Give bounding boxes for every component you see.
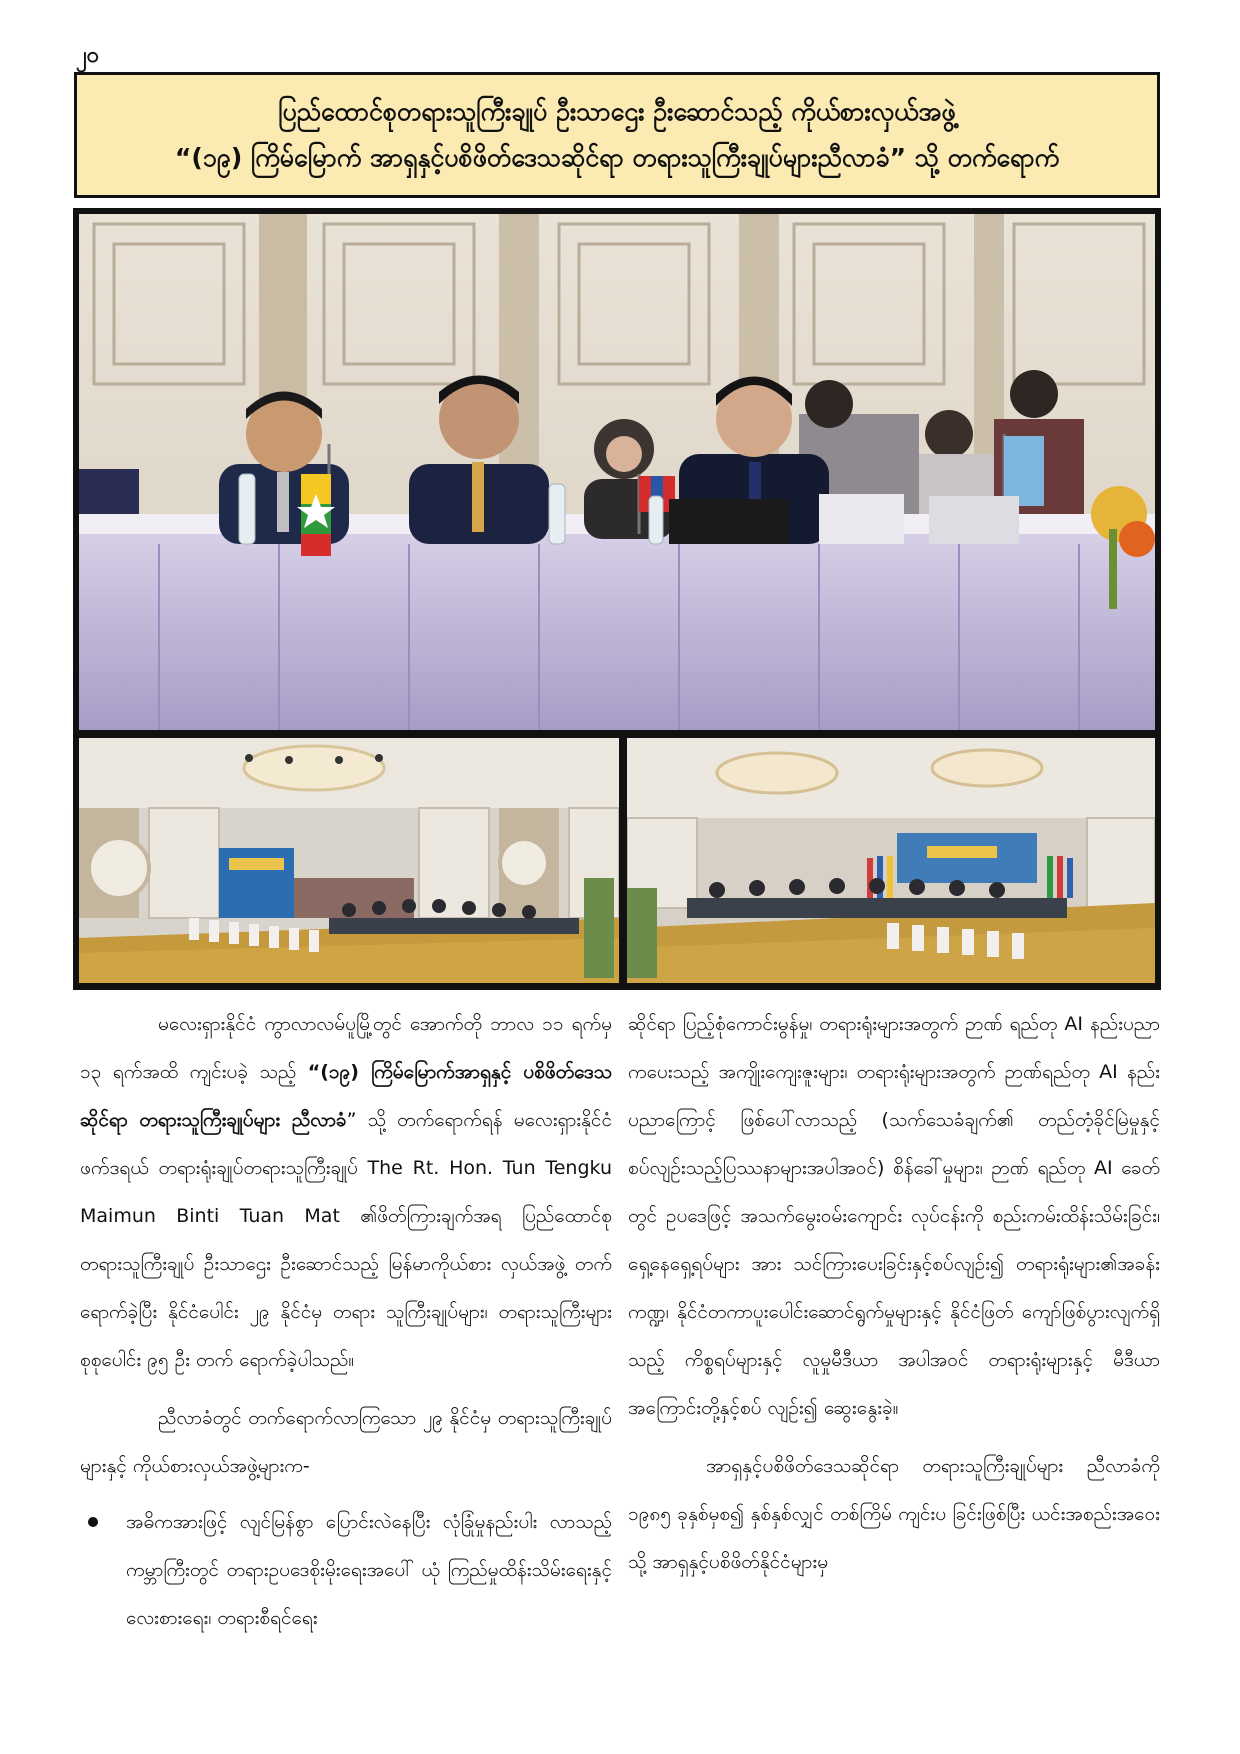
conference-name-bold: “(၁၉) ကြိမ်မြောက်အာရှနှင့် ပစိဖိတ်ဒေသဆိုင်ရာ တရားသူကြီးချုပ်များ ညီလာခံ: [80, 1061, 612, 1131]
article-column-left: [80, 1000, 612, 1642]
headline-line-1: ပြည်ထောင်စုတရားသူကြီးချုပ် ဦးသာဌေး ဦးဆောင်သည့် ကိုယ်စားလှယ်အဖွဲ့: [278, 97, 956, 126]
article-paragraph-3: ဆိုင်ရာ ပြည့်စုံကောင်းမွန်မှု၊ တရားရုံးများအတွက် ဉာဏ် ရည်တု AI နည်းပညာကပေးသည့် အကျိုးကျေးဇူးများ၊ တရားရုံးများအတွက် ဉာဏ်ရည်တု AI နည်းပညာကြောင့် ဖြစ်ပေါ်လာသည့် (သက်သေခံချက်၏ တည်တံ့ခိုင်မြဲမှုနှင့် စပ်လျဉ်းသည့်ပြဿနာများအပါအဝင်) စိန်ခေါ်မှုများ၊ ဉာဏ် ရည်တု AI ခေတ်တွင် ဥပဒေဖြင့် အသက်မွေးဝမ်းကျောင်း လုပ်ငန်းကို စည်းကမ်းထိန်းသိမ်းခြင်း၊ ရှေ့နေရှေ့ရပ်များ အား သင်ကြားပေးခြင်းနှင့်စပ်လျဉ်း၍ တရားရုံးများ၏အခန်း ကဏ္ဍ၊ နိုင်ငံတကာပူးပေါင်းဆောင်ရွက်မှုများနှင့် နိုင်ငံဖြတ် ကျော်ဖြစ်ပွားလျက်ရှိသည့် ကိစ္စရပ်များနှင့် လူမှုမီဒီယာ အပါအဝင် တရားရုံးများနှင့် မီဒီယာအကြောင်းတို့နှင့်စပ် လျဉ်း၍ ဆွေးနွေးခဲ့။: [628, 1013, 1160, 1419]
article-paragraph-4: အာရှနှင့်ပစိဖိတ်ဒေသဆိုင်ရာ တရားသူကြီးချုပ်များ ညီလာခံကို ၁၉၈၅ ခုနှစ်မှစ၍ နှစ်နှစ်လျှင် တစ်ကြိမ် ကျင်းပ ခြင်းဖြစ်ပြီး ယင်းအစည်းအဝေးသို့ အာရှနှင့်ပစိဖိတ်နိုင်ငံများမှ: [628, 1455, 1160, 1573]
page-number: ၂၀: [76, 43, 100, 68]
article-column-right: [628, 1000, 1160, 1586]
bullet-item: [80, 1498, 612, 1642]
bullet-text: အဓိကအားဖြင့် လျင်မြန်စွာ ပြောင်းလဲနေပြီး လုံခြုံမှုနည်းပါး လာသည့် ကမ္ဘာကြီးတွင် တရားဥပဒေစိုးမိုးရေးအပေါ် ယုံ ကြည်မှုထိန်းသိမ်းရေးနှင့် လေးစားရေး၊ တရားစီရင်ရေး: [126, 1511, 612, 1629]
photo-conference-hall-left: [79, 738, 619, 983]
headline-box: [74, 72, 1160, 198]
bullet-icon: [88, 1517, 98, 1527]
paragraph-1-intro: မလေးရှားနိုင်ငံ ကွာလာလမ်ပူမြို့တွင် အောက်တို ဘာလ ၁၁ ရက်မှ ၁၃ ရက်အထိ ကျင်းပခဲ့ သည့်: [80, 1013, 612, 1083]
photo-delegates-at-table: [79, 214, 1155, 730]
article-paragraph-1: [80, 1000, 612, 1384]
photo-collage: [73, 208, 1161, 990]
headline-line-2: “(၁၉) ကြိမ်မြောက် အာရှနှင့်ပစိဖိတ်ဒေသဆိုင်ရာ တရားသူကြီးချုပ်များညီလာခံ” သို့ တက်ရောက်: [174, 143, 1060, 172]
photo-conference-hall-right: [627, 738, 1155, 983]
article-paragraph-2: ညီလာခံတွင် တက်ရောက်လာကြသော ၂၉ နိုင်ငံမှ တရားသူကြီးချုပ်များနှင့် ကိုယ်စားလှယ်အဖွဲ့များက-: [80, 1407, 612, 1477]
paragraph-1-body: ” သို့ တက်ရောက်ရန် မလေးရှားနိုင်ငံ ဖက်ဒရယ် တရားရုံးချုပ်တရားသူကြီးချုပ် The Rt. Hon. Tun Tengku Maimun Binti Tuan Mat ၏ဖိတ်ကြားချက်အရ ပြည်ထောင်စု တရားသူကြီးချုပ် ဦးသာဌေး ဦးဆောင်သည့် မြန်မာကိုယ်စား လှယ်အဖွဲ့ တက်ရောက်ခဲ့ပြီး နိုင်ငံပေါင်း ၂၉ နိုင်ငံမှ တရား သူကြီးချုပ်များ၊ တရားသူကြီးများ စုစုပေါင်း ၉၅ ဦး တက် ရောက်ခဲ့ပါသည်။: [80, 1109, 612, 1371]
